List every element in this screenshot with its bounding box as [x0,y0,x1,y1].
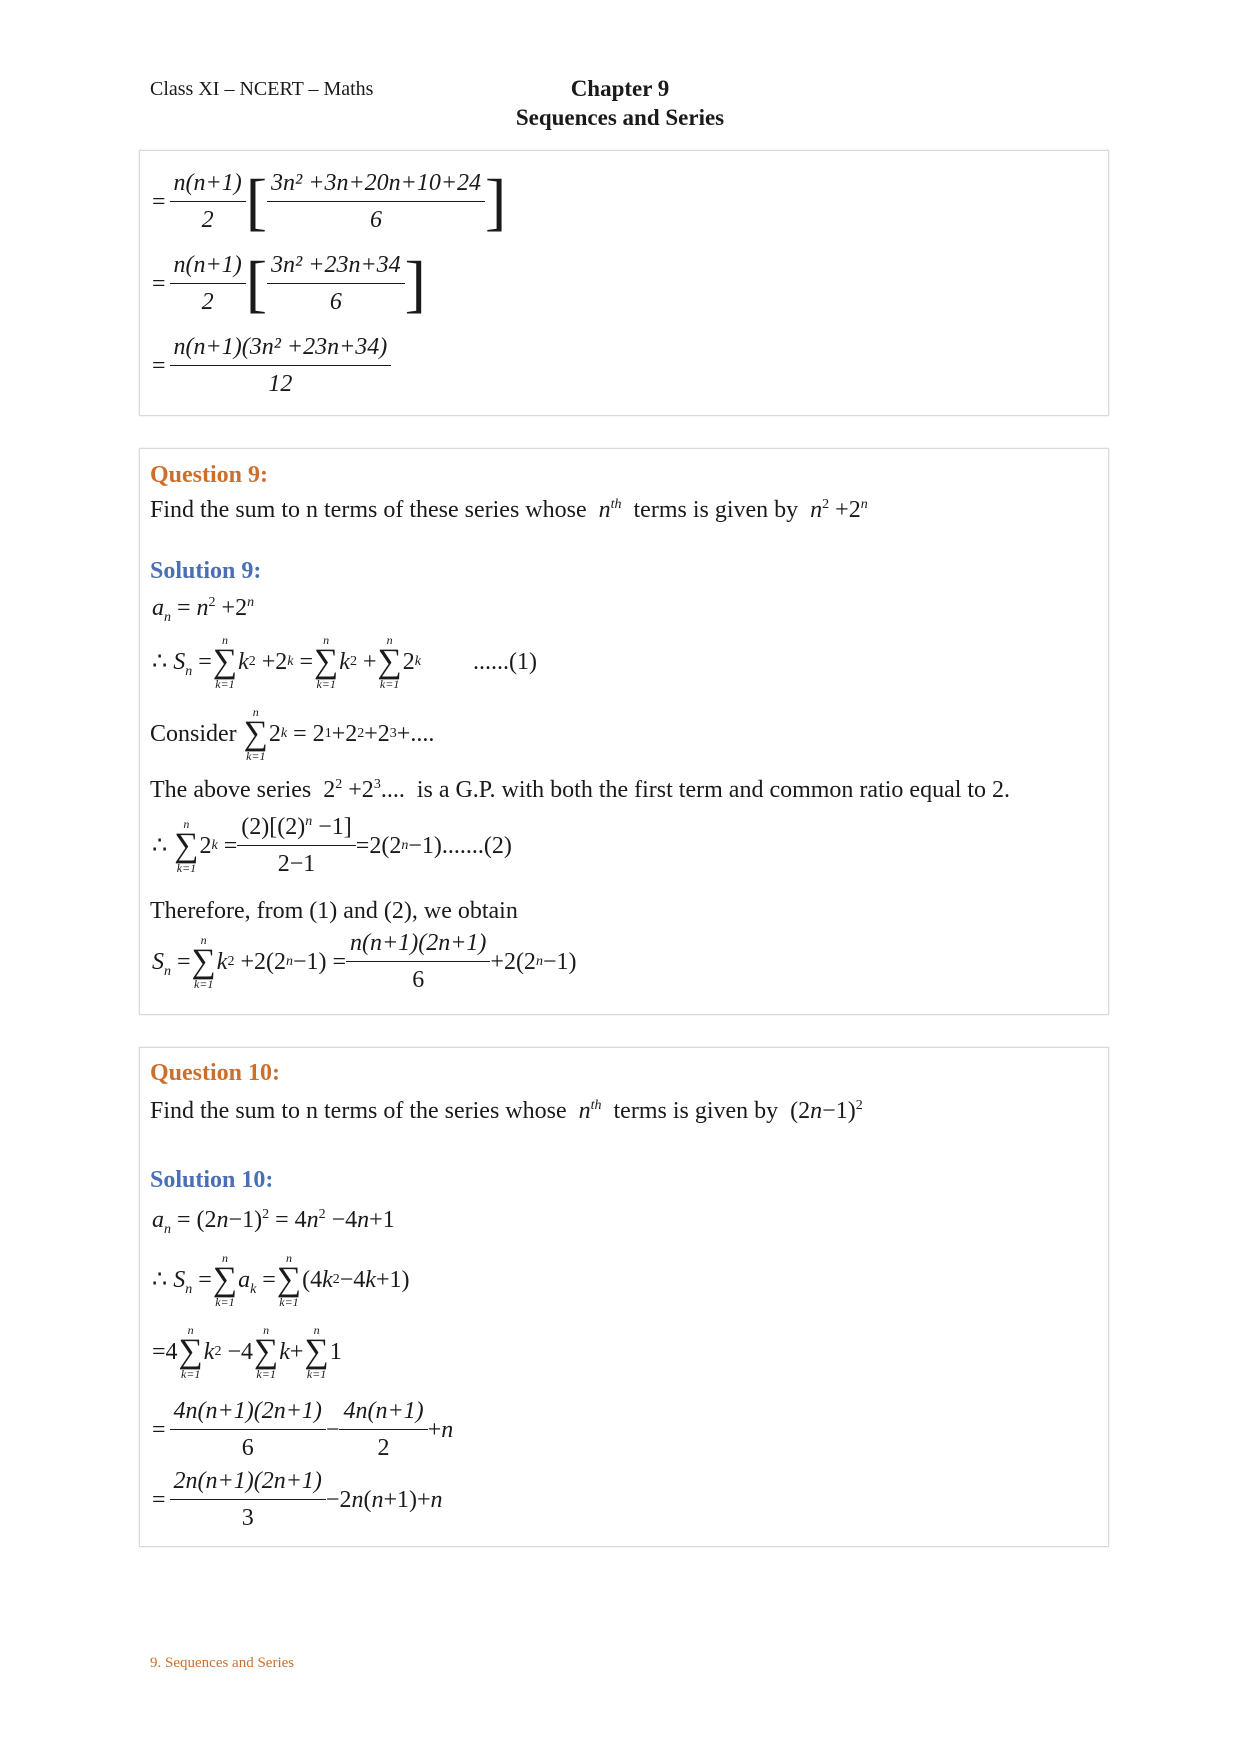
eq-line-2: = $\frac{n(n+1)}{2}$ [ $\frac{\text{3n² +23n+34}}{6}$ ] [152,247,426,319]
sol9-line-final: $S_n$ = n ∑ k=1 k 2 +2(2 n −1) = $\frac{n(n+1)(2n+1)}{6}$ +2(2 n −1) [152,930,577,993]
sol9-line-gp: The above series $2^2 +2^3$.... is a G.P. with both the first term and common ratio equal to 2. [150,777,1011,803]
footer-chapter-label: 9. Sequences and Series [150,1655,295,1671]
sol10-line-sn: ∴ $S_n$ = n ∑ k=1 $a_k$ = n ∑ k=1 (4 k 2 −4 k +1) [152,1251,410,1309]
sol10-line-an: $a_n = (2n-1)^2 = 4n^2 -4n+1$ [152,1207,395,1237]
sol10-line-fracs: = $\frac{4n(n+1)(2n+1)}{6}$ − $\frac{4n(n+1)}{2}$ + n [152,1398,454,1461]
chapter-title: Sequences and Series [515,105,725,130]
sol9-line-sn: ∴ $S_n$ = n ∑ k=1 k 2 +2 k = n ∑ k=1 k 2 + n ∑ k=1 2 k ......(1) [152,633,537,691]
question-10-text: Find the sum to n terms of the series whose $n^{th}$ terms is given by $(2n-1)^2$ [150,1098,863,1124]
header-left: Class XI – NCERT – Maths [150,78,374,100]
sol9-line-gp-sum: ∴ n ∑ k=1 2 k = $\frac{(2)[(2)^n -1]}{2-1}$ =2(2 n −1) .......(2) [152,814,512,877]
sol9-line-consider: Consider n ∑ k=1 2 k = 2 1 +2 2 +2 3 +.... [150,705,435,763]
sol10-line-final: = $\frac{2n(n+1)(2n+1)}{3}$ −2 n ( n +1)+ n [152,1468,443,1531]
question-9-text: Find the sum to n terms of these series whose $n^{th}$ terms is given by $n^2 +2^n$ [150,497,868,523]
question-9-title: Question 9: [150,462,269,488]
eq-line-3: = $\frac{\text{n(n+1)(3n² +23n+34)}}{12}$ [152,332,391,399]
sol9-therefore: Therefore, from (1) and (2), we obtain [150,898,518,924]
solution-9-title: Solution 9: [150,558,262,584]
solution-10-title: Solution 10: [150,1167,274,1193]
question-10-title: Question 10: [150,1060,281,1086]
eq-line-1: = $\frac{n(n+1)}{2}$ [ $\frac{\text{3n² +3n+20n+10+24}}{6}$ ] [152,165,507,237]
chapter-number: Chapter 9 [570,76,670,101]
sol9-line-an: $a_n = n^2 +2^n$ [152,595,255,625]
sol10-line-expand: =4 n ∑ k=1 k 2 −4 n ∑ k=1 k + n ∑ k=1 1 [152,1323,342,1381]
chapter-heading [500,74,740,132]
